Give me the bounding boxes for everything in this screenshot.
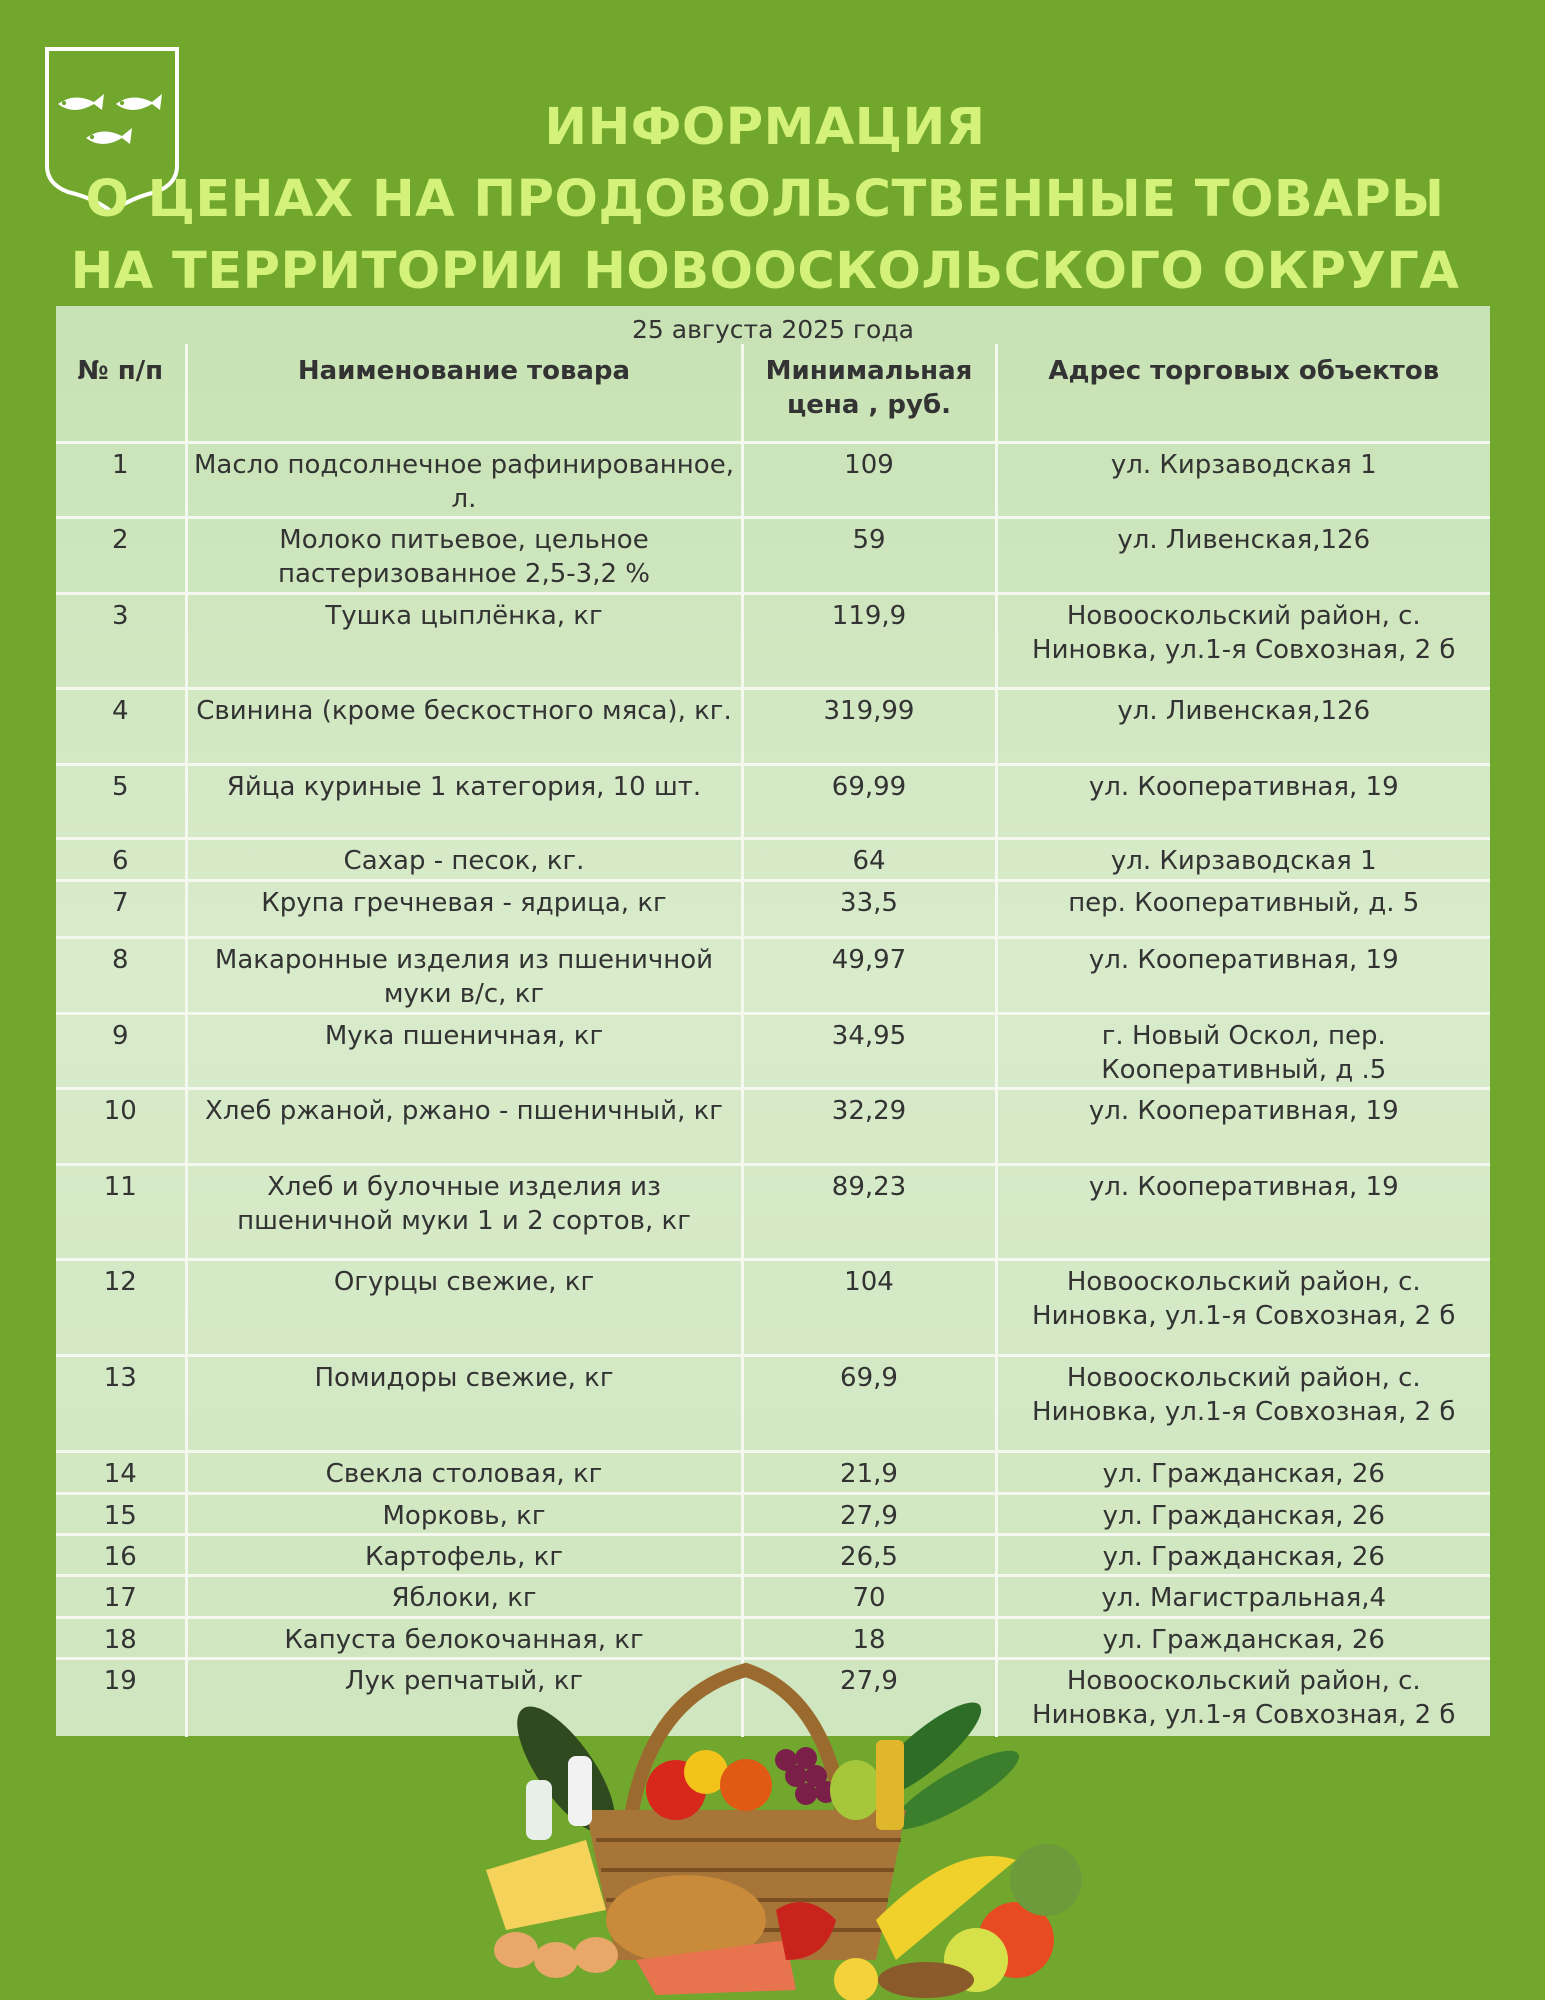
cell-price: 69,99 — [742, 764, 996, 838]
cell-price: 26,5 — [742, 1534, 996, 1575]
table-row — [56, 1493, 1490, 1534]
title-line-1: ИНФОРМАЦИЯ — [544, 98, 986, 157]
cell-address: ул. Кооперативная, 19 — [996, 1164, 1490, 1259]
cell-number: 13 — [56, 1355, 186, 1451]
cell-number: 10 — [56, 1088, 186, 1164]
cell-address: ул. Гражданская, 26 — [996, 1493, 1490, 1534]
cell-number: 9 — [56, 1013, 186, 1088]
table-row — [56, 1164, 1490, 1259]
cell-price: 49,97 — [742, 937, 996, 1013]
cell-price: 89,23 — [742, 1164, 996, 1259]
table-row — [56, 1013, 1490, 1088]
table-row — [56, 442, 1490, 517]
table-row — [56, 688, 1490, 764]
cell-address: ул. Гражданская, 26 — [996, 1534, 1490, 1575]
cell-number: 12 — [56, 1259, 186, 1355]
cell-name: Макаронные изделия из пшеничной муки в/с, кг — [186, 937, 742, 1013]
cell-number: 7 — [56, 880, 186, 937]
column-header-number: № п/п — [56, 344, 186, 442]
cell-number: 14 — [56, 1451, 186, 1493]
report-date: 25 августа 2025 года — [632, 315, 914, 344]
food-basket-illustration-icon — [456, 1660, 1090, 2000]
cell-number: 3 — [56, 593, 186, 688]
cell-address: г. Новый Оскол, пер. Кооперативный, д .5 — [996, 1013, 1490, 1088]
table-row — [56, 1451, 1490, 1493]
cell-name: Свинина (кроме бескостного мяса), кг. — [186, 688, 742, 764]
cell-address: ул. Магистральная,4 — [996, 1575, 1490, 1617]
cell-name: Хлеб и булочные изделия из пшеничной муки 1 и 2 сортов, кг — [186, 1164, 742, 1259]
cell-price: 33,5 — [742, 880, 996, 937]
table-row — [56, 1355, 1490, 1451]
cell-name: Картофель, кг — [186, 1534, 742, 1575]
cell-price: 18 — [742, 1617, 996, 1658]
column-header-address: Адрес торговых объектов — [996, 344, 1490, 442]
cell-name: Огурцы свежие, кг — [186, 1259, 742, 1355]
table-row — [56, 880, 1490, 937]
cell-address: ул. Кооперативная, 19 — [996, 1088, 1490, 1164]
table-row — [56, 593, 1490, 688]
cell-number: 19 — [56, 1658, 186, 1737]
cell-number: 2 — [56, 517, 186, 593]
table-row — [56, 1617, 1490, 1658]
cell-number: 1 — [56, 442, 186, 517]
cell-number: 18 — [56, 1617, 186, 1658]
cell-price: 319,99 — [742, 688, 996, 764]
table-row — [56, 838, 1490, 880]
cell-number: 17 — [56, 1575, 186, 1617]
price-table — [56, 344, 1490, 1737]
cell-price: 27,9 — [742, 1658, 996, 1737]
cell-address: ул. Ливенская,126 — [996, 517, 1490, 593]
column-header-name: Наименование товара — [186, 344, 742, 442]
cell-name: Масло подсолнечное рафинированное, л. — [186, 442, 742, 517]
cell-number: 6 — [56, 838, 186, 880]
cell-address: Новооскольский район, с. Ниновка, ул.1-я Совхозная, 2 б — [996, 1259, 1490, 1355]
price-table-panel — [56, 306, 1490, 1736]
cell-address: ул. Гражданская, 26 — [996, 1451, 1490, 1493]
cell-address: Новооскольский район, с. Ниновка, ул.1-я Совхозная, 2 б — [996, 1355, 1490, 1451]
cell-name: Хлеб ржаной, ржано - пшеничный, кг — [186, 1088, 742, 1164]
cell-address: Новооскольский район, с. Ниновка, ул.1-я Совхозная, 2 б — [996, 1658, 1490, 1737]
cell-address: ул. Кирзаводская 1 — [996, 838, 1490, 880]
cell-price: 109 — [742, 442, 996, 517]
table-row — [56, 764, 1490, 838]
cell-name: Сахар - песок, кг. — [186, 838, 742, 880]
table-row — [56, 517, 1490, 593]
cell-name: Молоко питьевое, цельное пастеризованное 2,5-3,2 % — [186, 517, 742, 593]
cell-address: пер. Кооперативный, д. 5 — [996, 880, 1490, 937]
cell-name: Капуста белокочанная, кг — [186, 1617, 742, 1658]
cell-name: Крупа гречневая - ядрица, кг — [186, 880, 742, 937]
column-header-price: Минимальная цена , руб. — [742, 344, 996, 442]
cell-number: 16 — [56, 1534, 186, 1575]
cell-address: Новооскольский район, с. Ниновка, ул.1-я Совхозная, 2 б — [996, 593, 1490, 688]
page-title — [0, 92, 1530, 308]
cell-name: Мука пшеничная, кг — [186, 1013, 742, 1088]
cell-price: 64 — [742, 838, 996, 880]
cell-name: Яблоки, кг — [186, 1575, 742, 1617]
cell-name: Лук репчатый, кг — [186, 1658, 742, 1737]
cell-name: Морковь, кг — [186, 1493, 742, 1534]
cell-address: ул. Кооперативная, 19 — [996, 937, 1490, 1013]
cell-address: ул. Кирзаводская 1 — [996, 442, 1490, 517]
title-line-2: О ЦЕНАХ НА ПРОДОВОЛЬСТВЕННЫЕ ТОВАРЫ — [85, 170, 1445, 229]
cell-address: ул. Ливенская,126 — [996, 688, 1490, 764]
cell-name: Свекла столовая, кг — [186, 1451, 742, 1493]
cell-price: 27,9 — [742, 1493, 996, 1534]
cell-number: 11 — [56, 1164, 186, 1259]
cell-price: 32,29 — [742, 1088, 996, 1164]
cell-number: 5 — [56, 764, 186, 838]
cell-number: 15 — [56, 1493, 186, 1534]
table-body — [56, 442, 1490, 1737]
cell-price: 69,9 — [742, 1355, 996, 1451]
table-row — [56, 1088, 1490, 1164]
cell-price: 119,9 — [742, 593, 996, 688]
cell-address: ул. Гражданская, 26 — [996, 1617, 1490, 1658]
cell-price: 34,95 — [742, 1013, 996, 1088]
cell-name: Яйца куриные 1 категория, 10 шт. — [186, 764, 742, 838]
cell-number: 4 — [56, 688, 186, 764]
table-header-row — [56, 344, 1490, 442]
cell-price: 59 — [742, 517, 996, 593]
table-row — [56, 1575, 1490, 1617]
table-row — [56, 1259, 1490, 1355]
cell-price: 70 — [742, 1575, 996, 1617]
table-row — [56, 1534, 1490, 1575]
table-row — [56, 937, 1490, 1013]
cell-price: 21,9 — [742, 1451, 996, 1493]
cell-name: Помидоры свежие, кг — [186, 1355, 742, 1451]
cell-name: Тушка цыплёнка, кг — [186, 593, 742, 688]
title-line-3: НА ТЕРРИТОРИИ НОВООСКОЛЬСКОГО ОКРУГА — [70, 242, 1460, 301]
cell-address: ул. Кооперативная, 19 — [996, 764, 1490, 838]
cell-price: 104 — [742, 1259, 996, 1355]
cell-number: 8 — [56, 937, 186, 1013]
